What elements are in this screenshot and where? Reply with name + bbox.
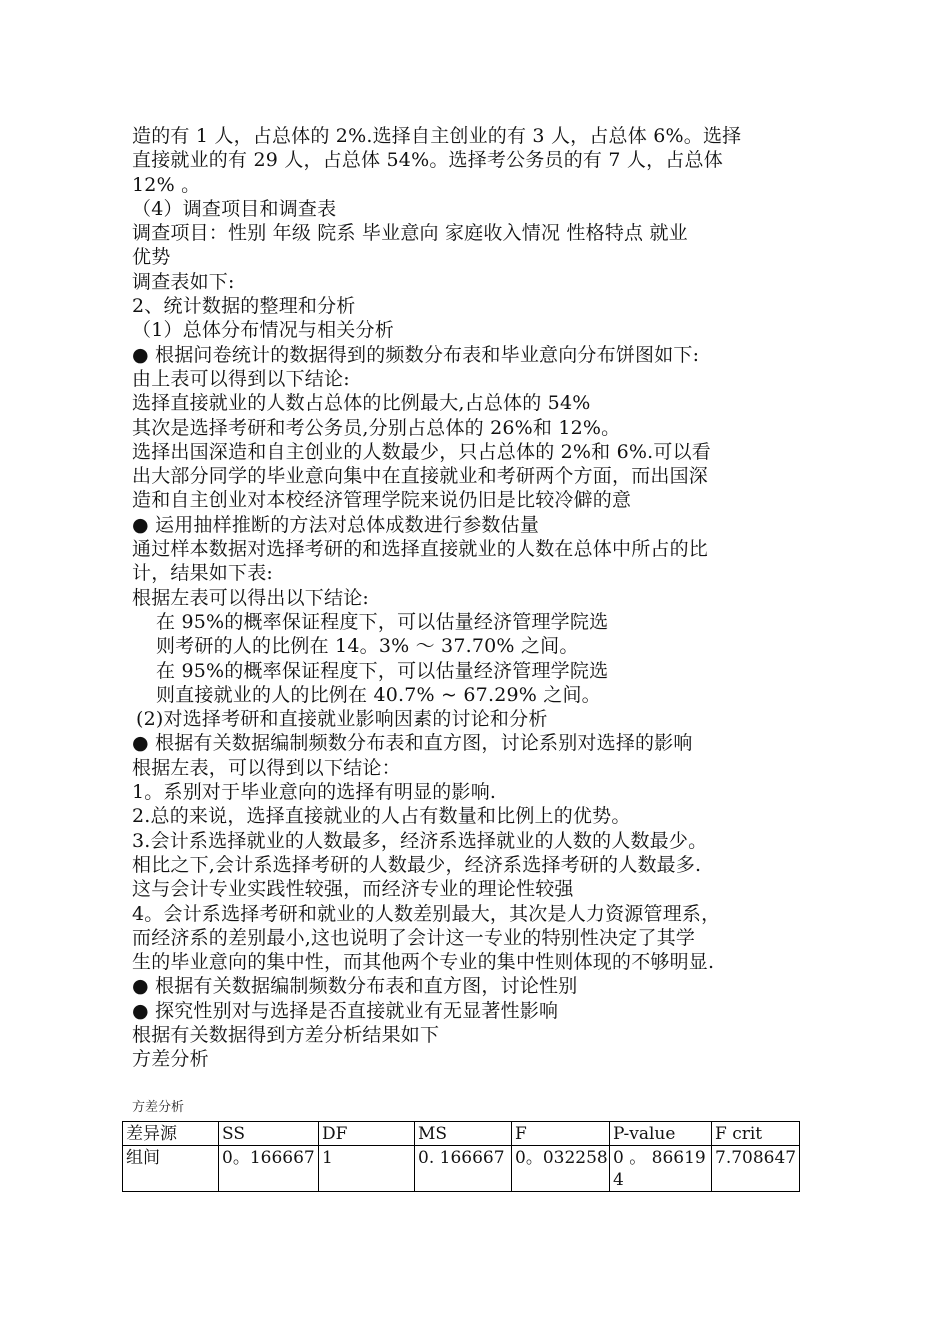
text-line: 2.总的来说，选择直接就业的人占有数量和比例上的优势。 — [132, 805, 631, 828]
table-cell: 0. 166667 — [415, 1146, 512, 1192]
anova-table — [122, 1121, 800, 1192]
text-line: 计，结果如下表: — [132, 562, 274, 585]
text-line: 其次是选择考研和考公务员,分别占总体的 26%和 12%。 — [132, 416, 621, 439]
text-line: 选择直接就业的人数占总体的比例最大,占总体的 54% — [132, 392, 591, 415]
table-caption: 方差分析 — [132, 1100, 185, 1115]
header-cell: F — [512, 1122, 610, 1146]
table-row — [123, 1146, 800, 1192]
bullet-line: ● 根据有关数据编制频数分布表和直方图，讨论系别对选择的影响 — [132, 732, 693, 755]
table-cell: 1 — [319, 1146, 415, 1192]
header-cell: P-value — [610, 1122, 712, 1146]
text-line: 造和自主创业对本校经济管理学院来说仍旧是比较冷僻的意 — [132, 489, 632, 512]
text-line: 调查项目：性别 年级 院系 毕业意向 家庭收入情况 性格特点 就业 — [132, 222, 688, 245]
section-heading: (2)对选择考研和直接就业影响因素的讨论和分析 — [136, 708, 548, 731]
text-line: 在 95%的概率保证程度下，可以估量经济管理学院选 — [156, 610, 609, 633]
header-cell: SS — [219, 1122, 319, 1146]
text-line: 选择出国深造和自主创业的人数最少，只占总体的 2%和 6%.可以看 — [132, 440, 712, 463]
text-line: 调查表如下: — [132, 270, 235, 293]
table-cell: 0 。 866194 — [610, 1146, 712, 1192]
text-line: 根据左表，可以得到以下结论： — [132, 756, 401, 779]
table-cell: 组间 — [123, 1146, 219, 1192]
header-cell: F crit — [712, 1122, 800, 1146]
table-cell: 7.708647 — [712, 1146, 800, 1192]
section-heading: （4）调查项目和调查表 — [132, 197, 337, 220]
table-header-row — [123, 1122, 800, 1146]
text-line: 4。会计系选择考研和就业的人数差别最大，其次是人力资源管理系， — [132, 902, 721, 925]
section-heading: （1）总体分布情况与相关分析 — [132, 319, 394, 342]
text-line: 生的毕业意向的集中性，而其他两个专业的集中性则体现的不够明显. — [132, 951, 715, 974]
bullet-line: ● 根据有关数据编制频数分布表和直方图，讨论性别 — [132, 975, 578, 998]
text-line: 相比之下,会计系选择考研的人数最少，经济系选择考研的人数最多. — [132, 853, 702, 876]
header-cell: 差异源 — [123, 1122, 219, 1146]
bullet-line: ● 探究性别对与选择是否直接就业有无显著性影响 — [132, 999, 559, 1022]
text-line: 根据有关数据得到方差分析结果如下 — [132, 1023, 440, 1046]
text-line: 直接就业的有 29 人，占总体 54%。选择考公务员的有 7 人，占总体 — [132, 149, 723, 172]
bullet-line: ● 根据问卷统计的数据得到的频数分布表和毕业意向分布饼图如下: — [132, 343, 700, 366]
text-line: 则直接就业的人的比例在 40.7% ~ 67.29% 之间。 — [156, 683, 601, 706]
text-line: 由上表可以得到以下结论: — [132, 367, 350, 390]
text-line: 则考研的人的比例在 14。3% ～ 37.70% 之间。 — [156, 635, 579, 658]
body-text — [132, 124, 822, 1072]
text-line: 而经济系的差别最小,这也说明了会计这一专业的特别性决定了其学 — [132, 926, 696, 949]
text-line: 优势 — [132, 246, 171, 269]
text-line: 1。系别对于毕业意向的选择有明显的影响. — [132, 781, 497, 804]
header-cell: MS — [415, 1122, 512, 1146]
text-line: 3.会计系选择就业的人数最多，经济系选择就业的人数的人数最少。 — [132, 829, 708, 852]
text-line: 根据左表可以得出以下结论: — [132, 586, 370, 609]
text-line: 在 95%的概率保证程度下，可以估量经济管理学院选 — [156, 659, 609, 682]
text-line: 方差分析 — [132, 1048, 209, 1071]
text-line: 12% 。 — [132, 173, 201, 196]
text-line: 造的有 1 人，占总体的 2%.选择自主创业的有 3 人，占总体 6%。选择 — [132, 125, 742, 147]
table-cell: 0。166667 — [219, 1146, 319, 1192]
table-cell: 0。032258 — [512, 1146, 610, 1192]
text-line: 通过样本数据对选择考研的和选择直接就业的人数在总体中所占的比 — [132, 538, 709, 561]
text-line: 这与会计专业实践性较强，而经济专业的理论性较强 — [132, 878, 574, 901]
section-heading: 2、统计数据的整理和分析 — [132, 295, 356, 318]
header-cell: DF — [319, 1122, 415, 1146]
bullet-line: ● 运用抽样推断的方法对总体成数进行参数估量 — [132, 513, 540, 536]
text-line: 出大部分同学的毕业意向集中在直接就业和考研两个方面，而出国深 — [132, 465, 709, 488]
